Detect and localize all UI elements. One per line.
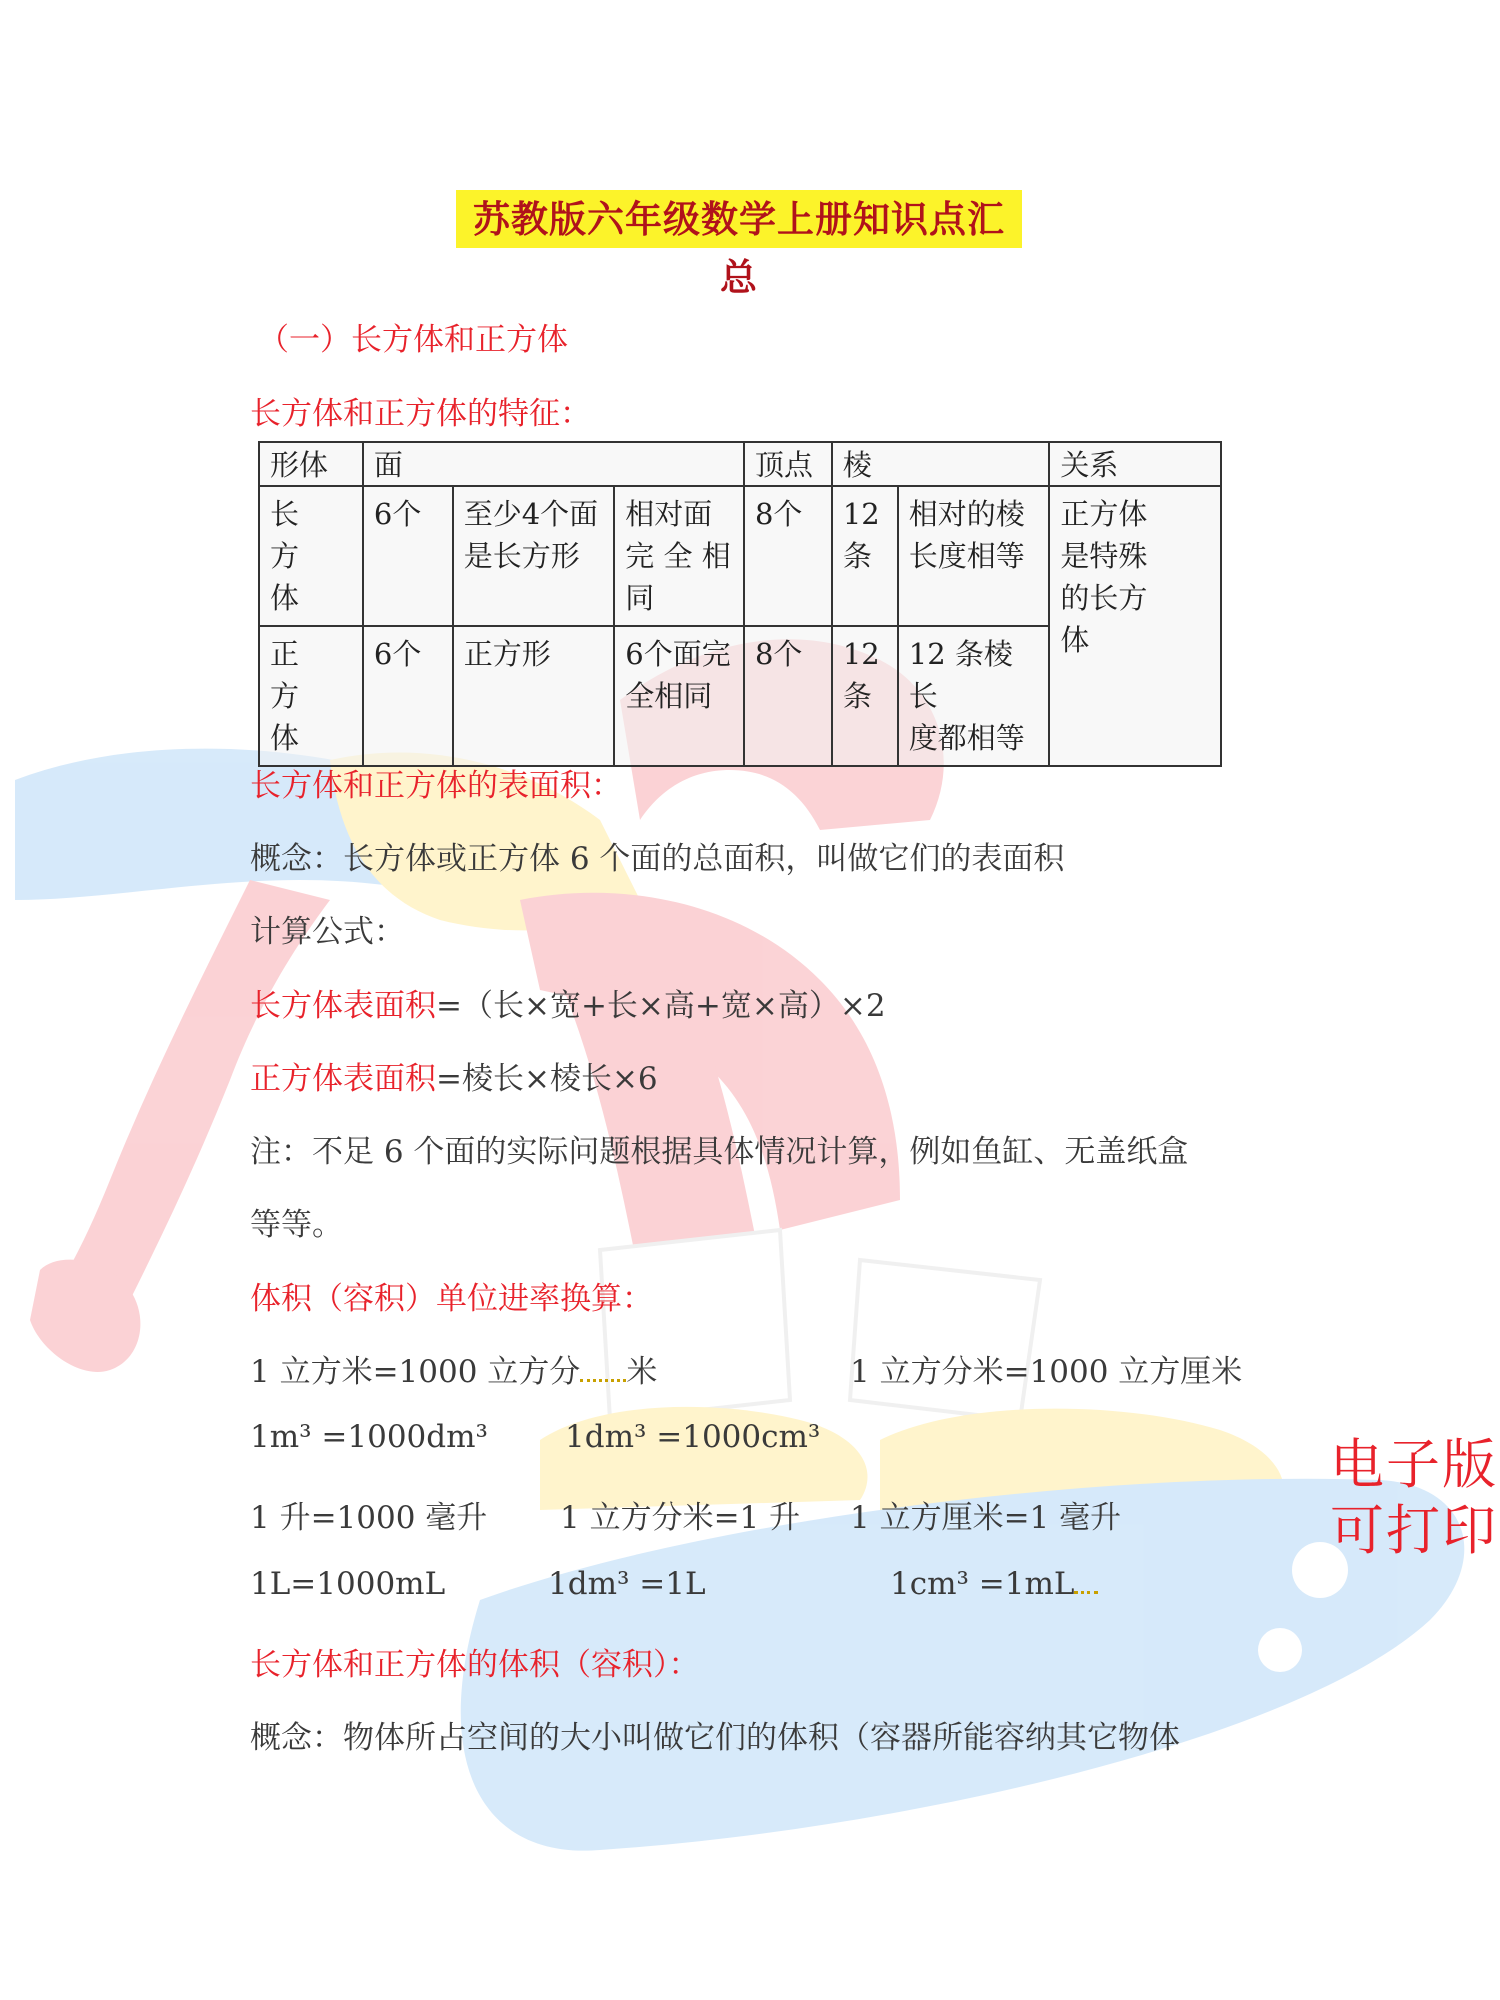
table-header-row xyxy=(259,442,1221,486)
unit-cubic-meter-post: 米 xyxy=(626,1354,658,1390)
unit-dm3-cm3: 1dm³ =1000cm³ xyxy=(565,1419,821,1455)
cell-shape: 正 方 体 xyxy=(259,626,363,766)
cuboid-formula-expression: =（长×宽+长×高+宽×高）×2 xyxy=(436,988,886,1024)
header-relation: 关系 xyxy=(1049,442,1221,486)
cell-relation: 正方体 是特殊 的长方 体 xyxy=(1049,486,1221,766)
cell-edges-count: 12 条 xyxy=(832,486,898,626)
cell-faces-count: 6个 xyxy=(363,626,453,766)
unit-cubic-decimeter: 1 立方分米=1000 立方厘米 xyxy=(850,1354,1243,1390)
header-faces: 面 xyxy=(363,442,744,486)
cell-faces-desc: 至少4个面 是长方形 xyxy=(453,486,615,626)
cuboid-formula xyxy=(250,980,886,1025)
watermark-line-2: 可打印 xyxy=(1330,1499,1498,1562)
blank-underline xyxy=(1074,1591,1098,1594)
unit-cm3-mL xyxy=(890,1566,1098,1602)
header-shape: 形体 xyxy=(259,442,363,486)
cell-vertices: 8个 xyxy=(744,486,832,626)
unit-m3-dm3: 1m³ =1000dm³ xyxy=(250,1419,488,1455)
unit-cubic-meter xyxy=(250,1346,657,1391)
cuboid-formula-label: 长方体表面积 xyxy=(250,988,436,1024)
units-heading: 体积（容积）单位进率换算： xyxy=(250,1281,653,1317)
table-row xyxy=(259,486,1221,626)
cell-edges-relation: 相对的棱 长度相等 xyxy=(898,486,1050,626)
cube-formula-label: 正方体表面积 xyxy=(250,1061,436,1097)
volume-concept: 概念：物体所占空间的大小叫做它们的体积（容器所能容纳其它物体 xyxy=(250,1720,1180,1756)
surface-area-heading: 长方体和正方体的表面积： xyxy=(250,768,622,804)
watermark-line-1: 电子版 xyxy=(1330,1433,1498,1496)
header-edges: 棱 xyxy=(832,442,1050,486)
cell-vertices: 8个 xyxy=(744,626,832,766)
formula-label: 计算公式： xyxy=(250,914,405,950)
unit-cm3-ml: 1 立方厘米=1 毫升 xyxy=(850,1500,1122,1536)
unit-dm3-liter: 1 立方分米=1 升 xyxy=(560,1500,801,1536)
cell-faces-relation: 6个面完 全相同 xyxy=(614,626,744,766)
cell-edges-count: 12 条 xyxy=(832,626,898,766)
cell-faces-desc: 正方形 xyxy=(453,626,615,766)
unit-cm3-mL-text: 1cm³ =1mL xyxy=(890,1566,1075,1602)
cell-faces-count: 6个 xyxy=(363,486,453,626)
unit-dm3-L: 1dm³ =1L xyxy=(548,1566,706,1602)
cell-faces-relation: 相对面 完 全 相 同 xyxy=(614,486,744,626)
cell-edges-relation: 12 条棱长 度都相等 xyxy=(898,626,1050,766)
header-vertices: 顶点 xyxy=(744,442,832,486)
features-heading: 长方体和正方体的特征： xyxy=(250,396,591,432)
volume-heading: 长方体和正方体的体积（容积）： xyxy=(250,1647,700,1683)
unit-liter-ml: 1 升=1000 毫升 xyxy=(250,1500,488,1536)
note-line-1: 注：不足 6 个面的实际问题根据具体情况计算，例如鱼缸、无盖纸盒 xyxy=(250,1134,1189,1170)
unit-cubic-meter-pre: 1 立方米=1000 立方分 xyxy=(250,1354,581,1390)
note-line-2: 等等。 xyxy=(250,1207,343,1243)
unit-L-mL: 1L=1000mL xyxy=(250,1566,446,1602)
cube-formula-expression: =棱长×棱长×6 xyxy=(436,1061,658,1097)
printable-watermark xyxy=(1330,1432,1500,1564)
cube-formula xyxy=(250,1053,658,1098)
features-table xyxy=(258,441,1222,767)
surface-area-concept: 概念：长方体或正方体 6 个面的总面积，叫做它们的表面积 xyxy=(250,841,1065,877)
document-title: 苏教版六年级数学上册知识点汇总 xyxy=(456,190,1022,248)
section-heading: （一）长方体和正方体 xyxy=(258,322,568,358)
blank-underline xyxy=(580,1379,626,1382)
cell-shape: 长 方 体 xyxy=(259,486,363,626)
